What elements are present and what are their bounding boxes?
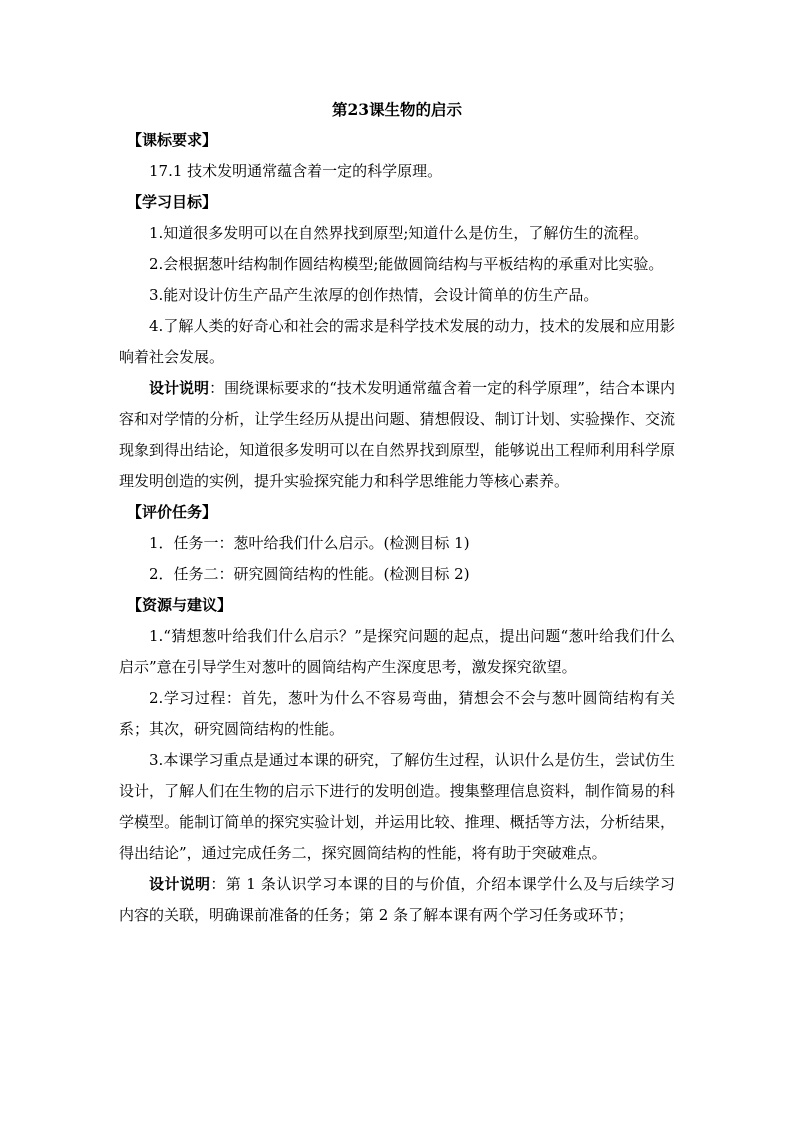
design-note-label: 设计说明 [149,875,211,893]
heading-objectives: 【学习目标】 [127,193,218,211]
design-note-label: 设计说明 [149,379,210,397]
objective-item-3: 3.能对设计仿生产品产生浓厚的创作热情，会设计简单的仿生产品。 [149,286,599,304]
page-title: 第23课生物的启示 [331,100,463,119]
objective-item-1: 1.知道很多发明可以在自然界找到原型;知道什么是仿生，了解仿生的流程。 [149,224,649,242]
design-note-resources [119,869,675,931]
design-note-text: ：围绕课标要求的“技术发明通常蕴含着一定的科学原理”，结合本课内容和对学情的分析，让学生经历从提出问题、猜想假设、制订计划、实验操作、交流现象到得出结论，知道很多发明可以在自然界找到原型，能够说出工程师利用科学原理发明创造的实例，提升实验探究能力和科学思维能力等核心素养。 [119,379,675,490]
objective-item-2: 2.会根据葱叶结构制作圆结构模型;能做圆筒结构与平板结构的承重对比实验。 [149,255,664,273]
objective-item-4: 4.了解人类的好奇心和社会的需求是科学技术发展的动力，技术的发展和应用影响着社会发展。 [119,317,675,366]
design-note-objectives [119,373,675,497]
heading-resources: 【资源与建议】 [127,596,233,614]
resource-item-2: 2.学习过程：首先，葱叶为什么不容易弯曲，猜想会不会与葱叶圆筒结构有关系；其次，研究圆筒结构的性能。 [119,689,675,738]
standards-item: 17.1 技术发明通常蕴含着一定的科学原理。 [149,162,443,180]
design-note-text: ：第 1 条认识学习本课的目的与价值，介绍本课学什么及与后续学习内容的关联，明确课前准备的任务；第 2 条了解本课有两个学习任务或环节； [119,875,675,924]
heading-tasks: 【评价任务】 [127,503,218,521]
heading-standards: 【课标要求】 [127,131,218,149]
resource-item-3: 3.本课学习重点是通过本课的研究，了解仿生过程，认识什么是仿生，尝试仿生设计，了解人们在生物的启示下进行的发明创造。搜集整理信息资料，制作简易的科学模型。能制订简单的探究实验计划，并运用比较、推理、概括等方法，分析结果，得出结论”，通过完成任务二，探究圆筒结构的性能，将有助于突破难点。 [119,751,675,862]
document-body [119,94,675,931]
resource-item-1: 1.“猜想葱叶给我们什么启示？”是探究问题的起点，提出问题“葱叶给我们什么启示”意在引导学生对葱叶的圆筒结构产生深度思考，激发探究欲望。 [119,627,675,676]
task-item-1: 1．任务一：葱叶给我们什么启示。(检测目标 1) [149,534,470,552]
task-item-2: 2．任务二：研究圆筒结构的性能。(检测目标 2) [149,565,470,583]
